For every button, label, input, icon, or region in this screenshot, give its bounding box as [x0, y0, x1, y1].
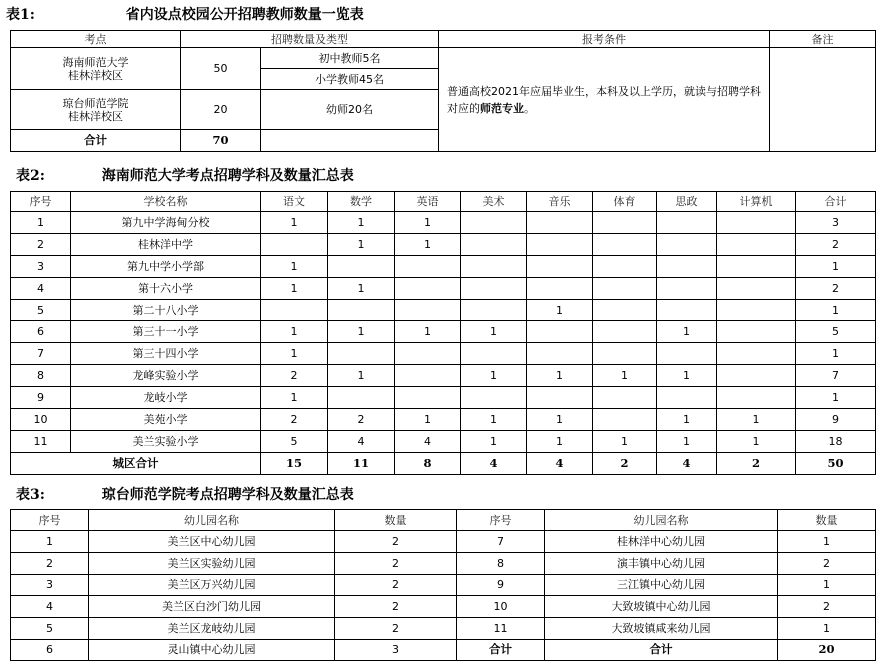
table2-header-cell: 序号	[11, 192, 71, 212]
table2-cell: 1	[261, 321, 328, 343]
table1-requirements-end: 。	[524, 101, 535, 115]
table2-cell: 1	[796, 387, 876, 409]
table2-cell: 1	[395, 409, 461, 431]
table2-cell: 1	[527, 430, 593, 452]
table2-cell	[527, 255, 593, 277]
table2-cell: 1	[395, 233, 461, 255]
table2-cell	[527, 212, 593, 234]
table3-cell: 三江镇中心幼儿园	[545, 574, 778, 596]
table2-cell: 18	[796, 430, 876, 452]
table2-cell: 7	[11, 343, 71, 365]
table2-cell: 第二十八小学	[71, 299, 261, 321]
table3-header-cell: 序号	[457, 510, 545, 531]
table3-cell: 5	[11, 618, 89, 640]
table2-cell	[657, 387, 717, 409]
table2-cell	[593, 212, 657, 234]
table2-cell	[593, 409, 657, 431]
table1-site-2-count: 20	[181, 90, 261, 130]
table2-cell: 2	[796, 277, 876, 299]
table2-cell: 第九中学小学部	[71, 255, 261, 277]
table3-cell: 10	[457, 596, 545, 618]
table2-cell: 1	[593, 365, 657, 387]
table1-total-value: 70	[181, 130, 261, 152]
table2-cell: 1	[261, 387, 328, 409]
table2-cell: 1	[328, 365, 395, 387]
table2-header-cell: 美术	[461, 192, 527, 212]
table-row	[11, 343, 876, 365]
table2-cell	[328, 299, 395, 321]
table2-header-cell: 合计	[796, 192, 876, 212]
table2-cell: 1	[527, 409, 593, 431]
table1-site-2-line2: 桂林洋校区	[68, 109, 123, 123]
table2-cell	[461, 387, 527, 409]
table2-cell: 1	[593, 430, 657, 452]
table2-cell	[657, 343, 717, 365]
table3-cell: 桂林洋中心幼儿园	[545, 531, 778, 553]
table2-cell: 1	[461, 409, 527, 431]
table1-requirements	[439, 48, 770, 152]
table3-cell: 美兰区中心幼儿园	[89, 531, 335, 553]
table2-cell: 7	[796, 365, 876, 387]
table1-site-2-type-1: 幼师20名	[261, 90, 439, 130]
table2-total-cell: 15	[261, 452, 328, 474]
table2-cell: 1	[527, 299, 593, 321]
table2-cell	[461, 299, 527, 321]
table3-cell: 7	[457, 531, 545, 553]
table2-total-cell: 4	[657, 452, 717, 474]
table3-cell: 9	[457, 574, 545, 596]
table2-cell	[593, 343, 657, 365]
table2-header-cell: 思政	[657, 192, 717, 212]
table1-site-1-line1: 海南师范大学	[62, 55, 129, 69]
table3-cell: 1	[778, 574, 876, 596]
table-row	[11, 618, 876, 640]
table2-cell: 1	[657, 365, 717, 387]
table3-cell: 3	[335, 639, 457, 660]
table2-header-cell: 语文	[261, 192, 328, 212]
table2-cell: 1	[328, 277, 395, 299]
table2-cell: 1	[328, 233, 395, 255]
table2-cell	[657, 299, 717, 321]
table2-cell: 1	[717, 430, 796, 452]
table-row	[11, 212, 876, 234]
table2-cell	[657, 233, 717, 255]
table3-cell: 美兰区白沙门幼儿园	[89, 596, 335, 618]
table2-cell: 9	[796, 409, 876, 431]
table2-cell: 10	[11, 409, 71, 431]
table-row	[11, 574, 876, 596]
table3-cell: 大致坡镇咸来幼儿园	[545, 618, 778, 640]
table3-header-cell: 数量	[335, 510, 457, 531]
table3-cell: 1	[778, 531, 876, 553]
table2-cell: 2	[328, 409, 395, 431]
table3-last-row	[11, 639, 876, 660]
table2-cell	[527, 387, 593, 409]
table2-label: 表2:	[16, 168, 45, 184]
table2-cell: 1	[395, 212, 461, 234]
table2-cell	[657, 277, 717, 299]
table3-cell: 大致坡镇中心幼儿园	[545, 596, 778, 618]
table3-title: 琼台师范学院考点招聘学科及数量汇总表	[101, 487, 354, 503]
table3-cell: 2	[11, 552, 89, 574]
table2-cell: 1	[395, 321, 461, 343]
table2-cell: 1	[796, 299, 876, 321]
table3-total-value: 20	[778, 639, 876, 660]
table2-cell: 第三十四小学	[71, 343, 261, 365]
table1-site-2	[11, 90, 181, 130]
table2-cell: 5	[261, 430, 328, 452]
table3-cell: 11	[457, 618, 545, 640]
table3-cell: 2	[335, 552, 457, 574]
table1-site-1-line2: 桂林洋校区	[68, 68, 123, 82]
table1-heading	[6, 4, 364, 24]
table3-cell: 美兰区实验幼儿园	[89, 552, 335, 574]
table1-header-site: 考点	[11, 31, 181, 48]
table2-cell: 1	[461, 430, 527, 452]
table2-header-cell: 音乐	[527, 192, 593, 212]
table2-cell	[527, 343, 593, 365]
table2-cell	[261, 299, 328, 321]
table1-remarks-cell	[770, 48, 876, 152]
table2-cell	[657, 255, 717, 277]
table3-cell: 2	[335, 574, 457, 596]
table2-cell: 4	[328, 430, 395, 452]
table2-cell	[461, 277, 527, 299]
table2-cell	[593, 277, 657, 299]
table3-header-cell: 序号	[11, 510, 89, 531]
table2-header-cell: 计算机	[717, 192, 796, 212]
table2-title: 海南师范大学考点招聘学科及数量汇总表	[101, 168, 354, 184]
table2-cell: 5	[796, 321, 876, 343]
table2-cell: 3	[11, 255, 71, 277]
table1-site-1-type-1: 初中教师5名	[261, 48, 439, 69]
table2-cell: 美兰实验小学	[71, 430, 261, 452]
table2-cell	[717, 277, 796, 299]
table2-cell	[395, 343, 461, 365]
table3-cell: 3	[11, 574, 89, 596]
table-row	[11, 552, 876, 574]
table2-cell: 1	[261, 255, 328, 277]
table2-cell: 1	[261, 212, 328, 234]
table2-cell: 1	[527, 365, 593, 387]
table2-cell: 1	[657, 409, 717, 431]
table3-cell: 2	[778, 596, 876, 618]
table2-cell	[657, 212, 717, 234]
table3-cell: 灵山镇中心幼儿园	[89, 639, 335, 660]
table1-header-remarks: 备注	[770, 31, 876, 48]
table2-total-cell: 11	[328, 452, 395, 474]
table2-cell: 龙峰实验小学	[71, 365, 261, 387]
table2-cell: 2	[796, 233, 876, 255]
table2-cell	[461, 212, 527, 234]
table1-total-empty	[261, 130, 439, 152]
table2-cell: 3	[796, 212, 876, 234]
table3-cell: 2	[778, 552, 876, 574]
table2-cell: 桂林洋中学	[71, 233, 261, 255]
table3-cell: 2	[335, 596, 457, 618]
table2-total-cell: 4	[527, 452, 593, 474]
table2-cell: 第三十一小学	[71, 321, 261, 343]
table3-body	[11, 510, 876, 661]
table2-cell: 1	[796, 343, 876, 365]
table2-cell	[395, 299, 461, 321]
table2-total-cell: 4	[461, 452, 527, 474]
table2-cell: 1	[717, 409, 796, 431]
table1-header-quota: 招聘数量及类型	[181, 31, 439, 48]
table2-total-cell: 8	[395, 452, 461, 474]
table3	[10, 509, 876, 661]
table-row	[11, 299, 876, 321]
table2-cell: 1	[461, 321, 527, 343]
table2-cell	[717, 321, 796, 343]
table3-heading	[16, 484, 354, 504]
table3-cell: 4	[11, 596, 89, 618]
table-row	[11, 387, 876, 409]
table2-cell	[717, 365, 796, 387]
table2-cell: 1	[461, 365, 527, 387]
table2-cell	[717, 343, 796, 365]
table1-header-requirements: 报考条件	[439, 31, 770, 48]
table2-cell	[527, 277, 593, 299]
table2-cell	[328, 343, 395, 365]
table2-cell: 1	[796, 255, 876, 277]
table2-cell	[461, 343, 527, 365]
table2-cell	[593, 321, 657, 343]
table3-total-label-name: 合计	[545, 639, 778, 660]
table2-heading	[16, 165, 354, 185]
table3-cell: 2	[335, 531, 457, 553]
table2-cell: 1	[328, 212, 395, 234]
table2-cell	[328, 387, 395, 409]
table3-label: 表3:	[16, 487, 45, 503]
table3-cell: 美兰区万兴幼儿园	[89, 574, 335, 596]
table2-cell	[395, 387, 461, 409]
table2-cell	[261, 233, 328, 255]
table2-cell	[527, 233, 593, 255]
table-row	[11, 596, 876, 618]
table2-cell	[717, 299, 796, 321]
table3-header-cell: 幼儿园名称	[545, 510, 778, 531]
table2-cell: 11	[11, 430, 71, 452]
table-row	[11, 531, 876, 553]
table2-cell: 4	[11, 277, 71, 299]
table2-cell	[395, 277, 461, 299]
table2-cell	[717, 255, 796, 277]
table2-cell: 4	[395, 430, 461, 452]
table2-total-cell: 2	[593, 452, 657, 474]
table2-total-cell: 50	[796, 452, 876, 474]
table2-cell	[593, 255, 657, 277]
table3-cell: 1	[778, 618, 876, 640]
table3-cell: 演丰镇中心幼儿园	[545, 552, 778, 574]
table2-cell: 1	[657, 321, 717, 343]
table2-cell: 第九中学海甸分校	[71, 212, 261, 234]
table-row	[11, 255, 876, 277]
table-row	[11, 430, 876, 452]
table2-cell: 美苑小学	[71, 409, 261, 431]
table3-cell: 8	[457, 552, 545, 574]
table2-cell	[717, 387, 796, 409]
table2-total-row	[11, 452, 876, 474]
table2-header-cell: 体育	[593, 192, 657, 212]
table1-site-2-line1: 琼台师范学院	[62, 96, 129, 110]
table2-cell	[527, 321, 593, 343]
table2-cell	[461, 233, 527, 255]
table2-cell: 5	[11, 299, 71, 321]
table-row	[11, 409, 876, 431]
table3-cell: 2	[335, 618, 457, 640]
table2-cell: 第十六小学	[71, 277, 261, 299]
table2-cell: 1	[261, 277, 328, 299]
table2-cell: 1	[328, 321, 395, 343]
table2-cell	[328, 255, 395, 277]
table-row	[11, 233, 876, 255]
table2-header-cell: 学校名称	[71, 192, 261, 212]
table2-cell: 2	[261, 409, 328, 431]
table2-cell: 龙岐小学	[71, 387, 261, 409]
table2-cell	[395, 365, 461, 387]
table3-total-label-num: 合计	[457, 639, 545, 660]
table3-header-cell: 幼儿园名称	[89, 510, 335, 531]
table3-cell: 1	[11, 531, 89, 553]
table1-total-label: 合计	[11, 130, 181, 152]
table2-cell	[593, 299, 657, 321]
table2-cell: 9	[11, 387, 71, 409]
table2-cell	[717, 212, 796, 234]
table2-cell: 8	[11, 365, 71, 387]
table2-cell	[461, 255, 527, 277]
table2-cell: 1	[261, 343, 328, 365]
table2-total-cell: 2	[717, 452, 796, 474]
table3-header-cell: 数量	[778, 510, 876, 531]
table3-header-row	[11, 510, 876, 531]
table2-body	[11, 192, 876, 475]
table2-cell: 2	[261, 365, 328, 387]
table2-header-cell: 英语	[395, 192, 461, 212]
table3-cell: 6	[11, 639, 89, 660]
table2-cell: 2	[11, 233, 71, 255]
table1-site-1-count: 50	[181, 48, 261, 90]
table2-header-row	[11, 192, 876, 212]
table1-site-1	[11, 48, 181, 90]
table1-requirements-text: 普通高校2021年应届毕业生，本科及以上学历，就读与招聘学科对应的	[447, 84, 761, 115]
table2-cell	[395, 255, 461, 277]
table2-cell: 1	[11, 212, 71, 234]
table2-cell: 1	[657, 430, 717, 452]
table1-label: 表1:	[6, 7, 35, 23]
table2	[10, 191, 876, 475]
table2-cell	[593, 387, 657, 409]
table-row	[11, 321, 876, 343]
table2-total-label: 城区合计	[11, 452, 261, 474]
table2-header-cell: 数学	[328, 192, 395, 212]
table-row	[11, 365, 876, 387]
table1	[10, 30, 876, 152]
table2-cell	[593, 233, 657, 255]
table1-requirements-bold: 师范专业	[480, 101, 524, 115]
table2-cell: 6	[11, 321, 71, 343]
table1-site-1-type-2: 小学教师45名	[261, 69, 439, 90]
table2-cell	[717, 233, 796, 255]
table-row	[11, 277, 876, 299]
table1-title: 省内设点校园公开招聘教师数量一览表	[125, 7, 364, 23]
table3-cell: 美兰区龙岐幼儿园	[89, 618, 335, 640]
